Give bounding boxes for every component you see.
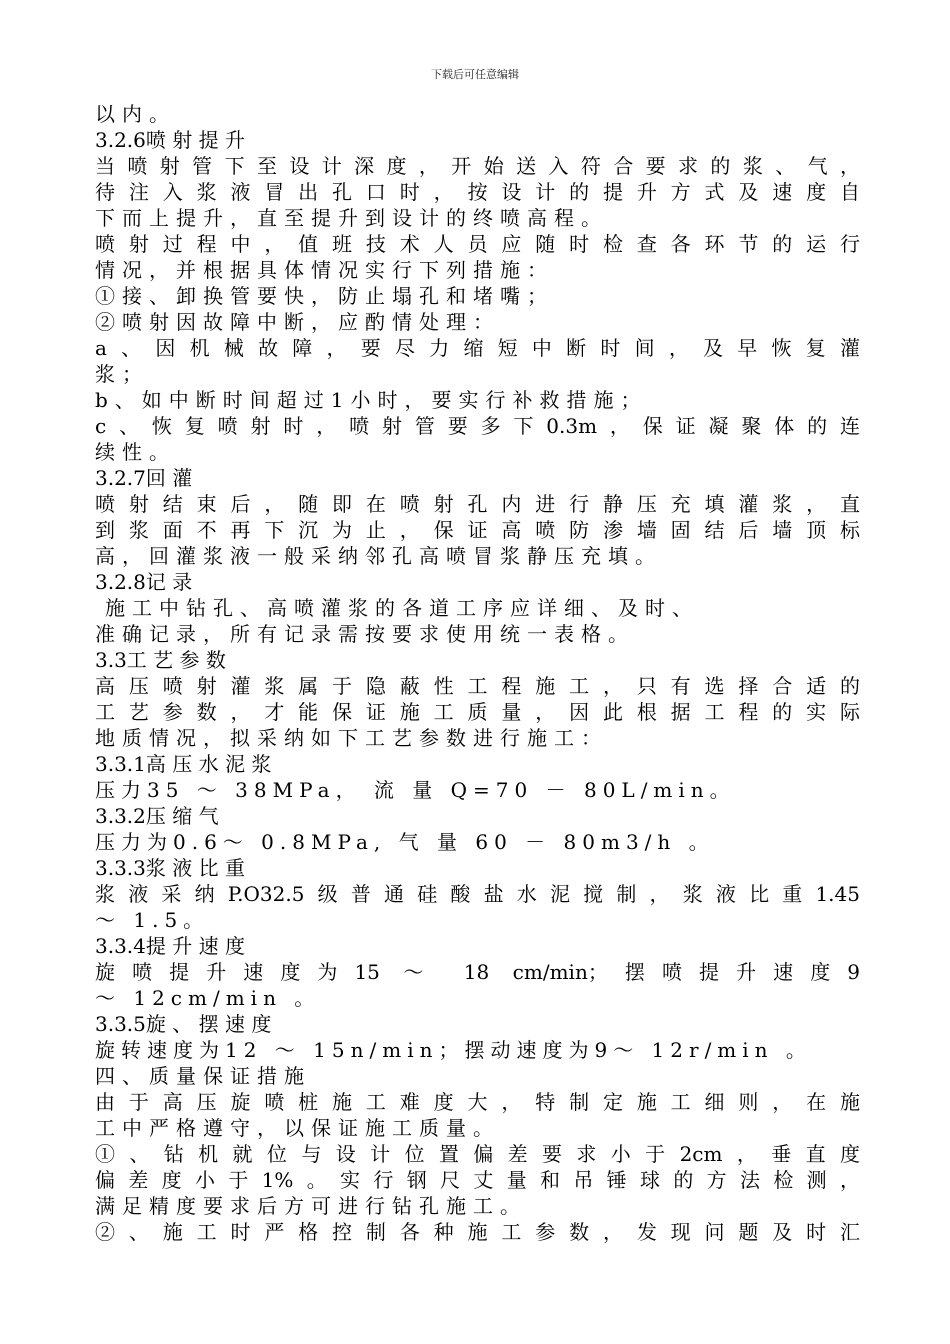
- document-body: [95, 101, 860, 1245]
- text-line: 高压喷射灌浆属于隐蔽性工程施工，只有选择合适的: [95, 674, 860, 698]
- text-line: 地质情况，拟采纳如下工艺参数进行施工：: [95, 726, 608, 750]
- text-line: ①接、卸换管要快，防止塌孔和堵嘴；: [95, 284, 554, 308]
- page-header: 下载后可任意编辑: [431, 68, 519, 81]
- section-heading: 3.2.6喷 射 提 升: [95, 128, 245, 152]
- text-line: 待注入浆液冒出孔口时，按设计的提升方式及速度自: [95, 180, 860, 204]
- text-line: ～ 12cm/min 。: [95, 986, 321, 1010]
- text-line: 工艺参数，才能保证施工质量，因此根据工程的实际: [95, 700, 860, 724]
- text-line: 准确记录，所有记录需按要求使用统一表格。: [95, 622, 635, 646]
- section-heading: 3.3.4提 升 速 度: [95, 934, 245, 958]
- text-line: 下而上提升，直至提升到设计的终喷高程。: [95, 206, 608, 230]
- text-line: 以内。: [95, 102, 176, 126]
- text-line: ②喷射因故障中断，应酌情处理：: [95, 310, 500, 334]
- section-heading: 3.2.8记 录: [95, 570, 193, 594]
- text-line: 由于高压旋喷桩施工难度大，特制定施工细则，在施: [95, 1090, 860, 1114]
- text-line: 当喷射管下至设计深度，开始送入符合要求的浆、气，: [95, 154, 860, 178]
- section-heading: 3.3.2压 缩 气: [95, 804, 219, 828]
- section-heading: 3.3.3浆 液 比 重: [95, 856, 245, 880]
- text-line: 旋喷提升速度为15 ～ 18 cm/min；摆喷提升速度9: [95, 960, 860, 984]
- text-line: a、因机械故障，要尽力缩短中断时间，及早恢复灌: [95, 336, 860, 360]
- section-heading: 3.2.7回 灌: [95, 466, 193, 490]
- text-line: 旋转速度为12 ～ 15n/min；摆动速度为9～ 12r/min 。: [95, 1038, 812, 1062]
- text-line: 压力为0.6～ 0.8MPa, 气 量 60 － 80m3/h 。: [95, 830, 715, 854]
- text-line: 续性。: [95, 440, 176, 464]
- section-heading: 3.3.5旋 、 摆 速 度: [95, 1012, 272, 1036]
- text-line: 喷射结束后，随即在喷射孔内进行静压充填灌浆，直: [95, 492, 860, 516]
- text-line: 压力35 ～ 38MPa， 流 量 Q=70 － 80L/min。: [95, 778, 736, 802]
- text-line: 浆液采纳P.O32.5级普通硅酸盐水泥搅制，浆液比重1.45: [95, 882, 860, 906]
- text-line: 喷射过程中，值班技术人员应随时检查各环节的运行: [95, 232, 860, 256]
- text-line: ②、施工时严格控制各种施工参数，发现问题及时汇: [95, 1220, 860, 1244]
- text-line: b、如中断时间超过1小时，要实行补救措施；: [95, 388, 648, 412]
- section-heading: 四、质量保证措施: [95, 1064, 311, 1088]
- text-line: 情况，并根据具体情况实行下列措施：: [95, 258, 554, 282]
- text-line: 高，回灌浆液一般采纳邻孔高喷冒浆静压充填。: [95, 544, 662, 568]
- text-line: c、恢复喷射时，喷射管要多下0.3m，保证凝聚体的连: [95, 414, 860, 438]
- text-line: ①、钻机就位与设计位置偏差要求小于2cm，垂直度: [95, 1142, 860, 1166]
- text-line: 偏差度小于1%。实行钢尺丈量和吊锤球的方法检测，: [95, 1168, 860, 1192]
- text-line: 到浆面不再下沉为止，保证高喷防渗墙固结后墙顶标: [95, 518, 860, 542]
- text-line: 浆；: [95, 362, 149, 386]
- text-line: 施工中钻孔、高喷灌浆的各道工序应详细、及时、: [105, 596, 699, 620]
- text-line: 工中严格遵守，以保证施工质量。: [95, 1116, 500, 1140]
- section-heading: 3.3.1高 压 水 泥 浆: [95, 752, 272, 776]
- text-line: 满足精度要求后方可进行钻孔施工。: [95, 1194, 527, 1218]
- section-heading: 3.3工 艺 参 数: [95, 648, 226, 672]
- text-line: ～ 1.5。: [95, 908, 210, 932]
